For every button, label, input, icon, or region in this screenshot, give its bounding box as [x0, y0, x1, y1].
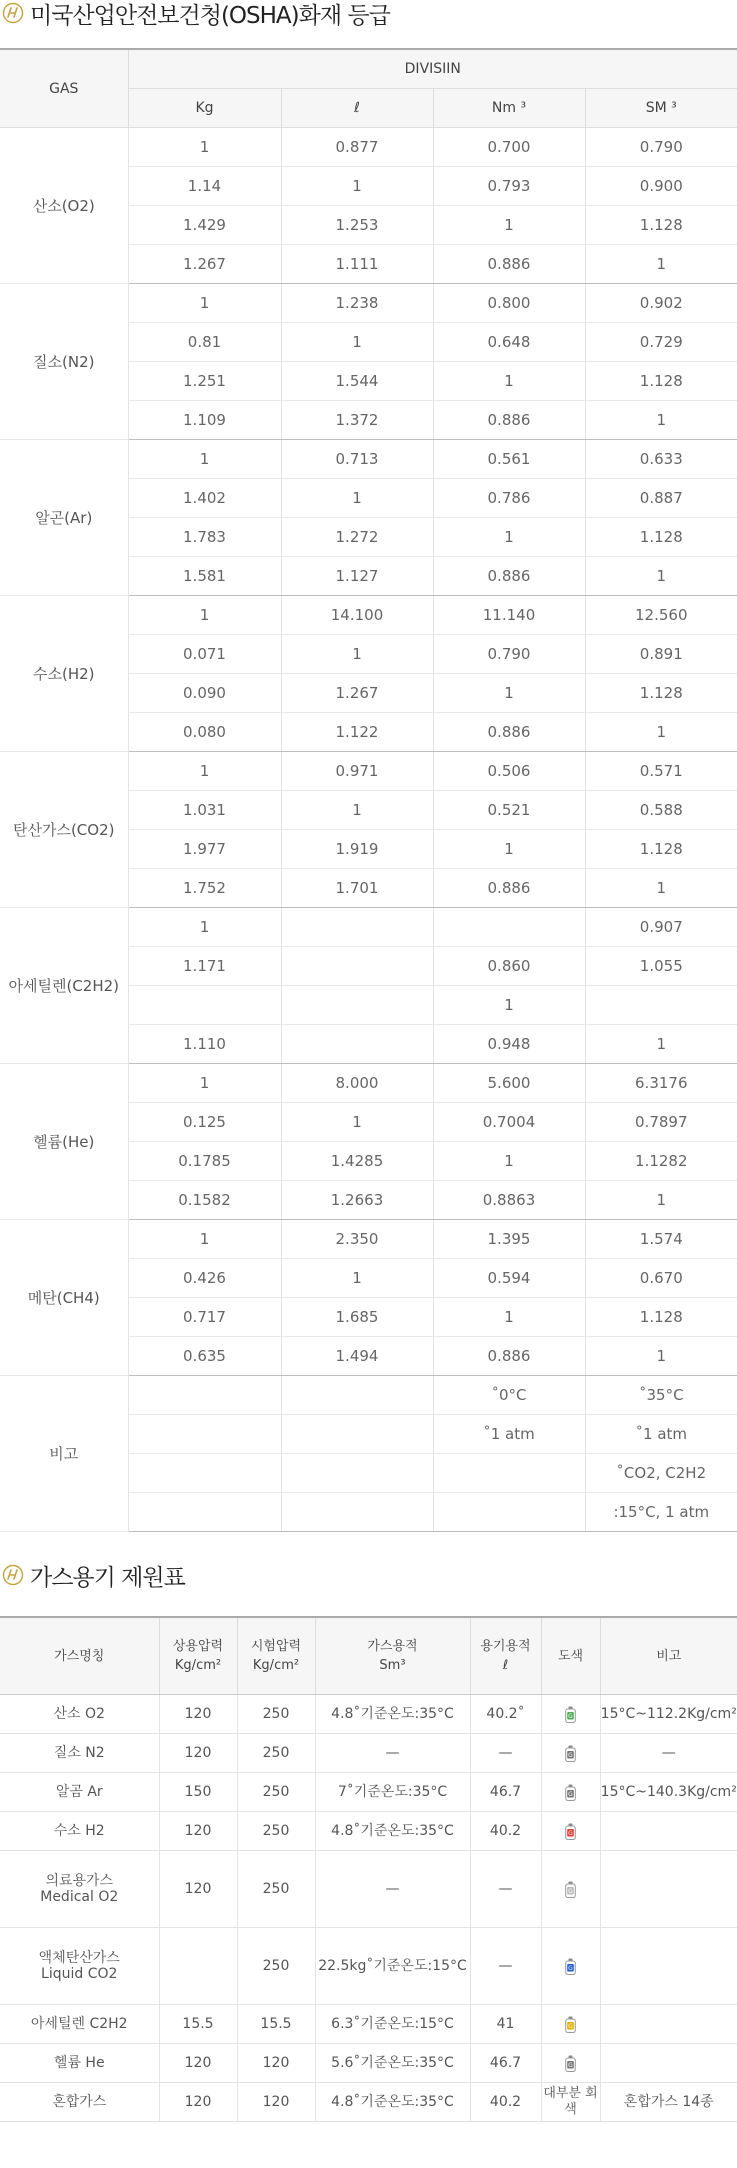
value-cell: 0.648: [433, 323, 585, 362]
cylinder-spec-table: [0, 1616, 737, 2122]
spec-header-line: 비고: [656, 1648, 682, 1664]
cylinder-capacity-cell: 40.2: [470, 2083, 541, 2122]
yellow-cylinder-icon: [565, 2016, 576, 2033]
value-cell: 1: [433, 674, 585, 713]
blue-cylinder-icon: [565, 1958, 576, 1975]
table-row: [0, 1734, 737, 1773]
spec-header-line: 가스명칭: [54, 1648, 105, 1664]
value-cell: 0.860: [433, 947, 585, 986]
gas-name: 수소 H2: [53, 1823, 105, 1839]
gas-name-cell: [0, 1773, 159, 1812]
value-cell: 0.700: [433, 128, 585, 167]
value-cell: 0.125: [128, 1103, 281, 1142]
value-cell: 5.600: [433, 1064, 585, 1103]
gas-name-cell: 탄산가스(CO2): [0, 752, 128, 908]
value-cell: 0.8863: [433, 1181, 585, 1220]
value-cell: [281, 1415, 433, 1454]
note-cell: 혼합가스 14종: [600, 2083, 737, 2122]
value-cell: 0.886: [433, 1337, 585, 1376]
value-cell: 1.128: [585, 362, 737, 401]
gas-name-en: Medical O2: [40, 1889, 119, 1905]
spec-header-unit: Kg/cm²: [252, 1658, 300, 1673]
note-cell: [600, 1928, 737, 2005]
brand-logo-icon: [2, 1564, 24, 1586]
value-cell: 1.031: [128, 791, 281, 830]
page-title: 미국산업안전보건청(OSHA)화재 등급: [30, 2, 390, 29]
value-cell: 0.786: [433, 479, 585, 518]
green-cylinder-icon: [565, 1706, 576, 1723]
gas-volume-cell: 6.3˚기준온도:15°C: [315, 2005, 470, 2044]
table-row: [0, 284, 737, 323]
gas-name-cell: [0, 2005, 159, 2044]
paint-color-cell: [541, 1812, 600, 1851]
gas-conversion-table: [0, 48, 737, 1532]
table-row: [0, 1220, 737, 1259]
table-row: [0, 440, 737, 479]
table-row: [0, 128, 737, 167]
gas-name-cell: 헬륨(He): [0, 1064, 128, 1220]
value-cell: 11.140: [433, 596, 585, 635]
gas-name-cell: 질소(N2): [0, 284, 128, 440]
value-cell: [433, 1454, 585, 1493]
gas-volume-cell: 7˚기준온도:35°C: [315, 1773, 470, 1812]
paint-color-text: 대부분 회색: [543, 2086, 598, 2117]
table-row: [0, 1376, 737, 1415]
value-cell: 0.900: [585, 167, 737, 206]
operating-pressure-cell: 120: [159, 1851, 237, 1928]
table-row: [0, 1695, 737, 1734]
value-cell: 1: [281, 167, 433, 206]
value-cell: 1: [585, 869, 737, 908]
value-cell: 1: [128, 1064, 281, 1103]
gray-cylinder-icon: [565, 2055, 576, 2072]
value-cell: 1.171: [128, 947, 281, 986]
gas-name-cell: [0, 2083, 159, 2122]
spec-header: [159, 1617, 237, 1695]
value-cell: 2.350: [281, 1220, 433, 1259]
gas-volume-cell: 4.8˚기준온도:35°C: [315, 1695, 470, 1734]
paint-color-cell: [541, 2005, 600, 2044]
spec-header: [600, 1617, 737, 1695]
section-title-cylinder-specs: [0, 1560, 737, 1590]
value-cell: 1: [585, 713, 737, 752]
gas-volume-cell: —: [315, 1734, 470, 1773]
operating-pressure-cell: 120: [159, 2083, 237, 2122]
gas-name-cell: [0, 1695, 159, 1734]
value-cell: 0.886: [433, 557, 585, 596]
value-cell: 1.110: [128, 1025, 281, 1064]
value-cell: 1: [585, 401, 737, 440]
value-cell: 1: [128, 1220, 281, 1259]
value-cell: 1.253: [281, 206, 433, 245]
note-cell: [600, 1851, 737, 1928]
value-cell: 0.588: [585, 791, 737, 830]
note-cell: [600, 2044, 737, 2083]
value-cell: [433, 1493, 585, 1532]
value-cell: 0.793: [433, 167, 585, 206]
gas-column-header: GAS: [0, 49, 128, 128]
value-cell: 0.670: [585, 1259, 737, 1298]
value-cell: 1: [585, 557, 737, 596]
gas-name-cell: [0, 2044, 159, 2083]
table-row: [0, 2005, 737, 2044]
value-cell: 1.238: [281, 284, 433, 323]
value-cell: :15°C, 1 atm: [585, 1493, 737, 1532]
unit-header: Nm ³: [433, 89, 585, 128]
value-cell: [128, 1493, 281, 1532]
value-cell: 1.128: [585, 674, 737, 713]
value-cell: 0.886: [433, 869, 585, 908]
gas-name: 질소 N2: [53, 1745, 105, 1761]
gas-name: 아세틸렌 C2H2: [30, 2016, 128, 2032]
value-cell: 1.977: [128, 830, 281, 869]
value-cell: 1.685: [281, 1298, 433, 1337]
spec-header: [0, 1617, 159, 1695]
operating-pressure-cell: 150: [159, 1773, 237, 1812]
value-cell: 0.633: [585, 440, 737, 479]
section-heading: 가스용기 제원표: [30, 1564, 185, 1591]
value-cell: 1.267: [128, 245, 281, 284]
value-cell: [281, 1493, 433, 1532]
value-cell: [281, 1025, 433, 1064]
value-cell: 1.267: [281, 674, 433, 713]
svg-text:G: G: [568, 1829, 573, 1837]
spec-header-unit: Sm³: [379, 1658, 406, 1673]
value-cell: 1.494: [281, 1337, 433, 1376]
value-cell: ˚35°C: [585, 1376, 737, 1415]
value-cell: 1: [281, 323, 433, 362]
value-cell: 1.111: [281, 245, 433, 284]
gas-name-cell: 아세틸렌(C2H2): [0, 908, 128, 1064]
value-cell: 1.701: [281, 869, 433, 908]
value-cell: 1: [128, 128, 281, 167]
value-cell: 1: [281, 1103, 433, 1142]
cylinder-capacity-cell: 46.7: [470, 2044, 541, 2083]
gas-name-cell: 알곤(Ar): [0, 440, 128, 596]
value-cell: 0.948: [433, 1025, 585, 1064]
value-cell: 12.560: [585, 596, 737, 635]
value-cell: 1: [281, 791, 433, 830]
value-cell: 1: [281, 1259, 433, 1298]
value-cell: 1.4285: [281, 1142, 433, 1181]
value-cell: 1.1282: [585, 1142, 737, 1181]
value-cell: 1.2663: [281, 1181, 433, 1220]
value-cell: 1: [128, 440, 281, 479]
unit-header: ℓ: [281, 89, 433, 128]
value-cell: 0.7897: [585, 1103, 737, 1142]
value-cell: [585, 986, 737, 1025]
section-title-osha: [0, 0, 737, 28]
value-cell: 1.251: [128, 362, 281, 401]
spec-header-unit: Kg/cm²: [174, 1658, 222, 1673]
red-cylinder-icon: [565, 1823, 576, 1840]
test-pressure-cell: 120: [237, 2083, 315, 2122]
gas-name-cell: [0, 1851, 159, 1928]
value-cell: ˚0°C: [433, 1376, 585, 1415]
table-row: [0, 908, 737, 947]
white-cylinder-icon: [565, 1881, 576, 1898]
division-header: DIVISIIN: [128, 49, 737, 89]
cylinder-capacity-cell: 46.7: [470, 1773, 541, 1812]
paint-color-cell: [541, 1851, 600, 1928]
value-cell: 0.886: [433, 401, 585, 440]
value-cell: 1: [281, 635, 433, 674]
value-cell: 1.122: [281, 713, 433, 752]
value-cell: 1.402: [128, 479, 281, 518]
table-row: [0, 1851, 737, 1928]
cylinder-capacity-cell: —: [470, 1734, 541, 1773]
value-cell: 1: [433, 206, 585, 245]
note-cell: 15°C~140.3Kg/cm²: [600, 1773, 737, 1812]
value-cell: 0.571: [585, 752, 737, 791]
value-cell: 1: [585, 1181, 737, 1220]
gas-name: 알곰 Ar: [55, 1784, 103, 1800]
gray-cylinder-icon: [565, 1745, 576, 1762]
table-row: [0, 2044, 737, 2083]
value-cell: 0.426: [128, 1259, 281, 1298]
gas-name: 혼합가스: [52, 2094, 107, 2110]
table-row: [0, 752, 737, 791]
value-cell: 0.521: [433, 791, 585, 830]
value-cell: 1.128: [585, 1298, 737, 1337]
value-cell: 1.128: [585, 206, 737, 245]
table-row: [0, 596, 737, 635]
value-cell: 1.127: [281, 557, 433, 596]
value-cell: 8.000: [281, 1064, 433, 1103]
value-cell: 1.574: [585, 1220, 737, 1259]
value-cell: 0.790: [433, 635, 585, 674]
value-cell: 1.752: [128, 869, 281, 908]
value-cell: 0.891: [585, 635, 737, 674]
spec-header: [541, 1617, 600, 1695]
value-cell: 6.3176: [585, 1064, 737, 1103]
cylinder-capacity-cell: 41: [470, 2005, 541, 2044]
value-cell: 1: [128, 596, 281, 635]
value-cell: 1.055: [585, 947, 737, 986]
cylinder-capacity-cell: 40.2: [470, 1812, 541, 1851]
value-cell: 1: [433, 1298, 585, 1337]
spec-header-line: 용기용적: [480, 1639, 531, 1654]
value-cell: 0.713: [281, 440, 433, 479]
value-cell: 1.372: [281, 401, 433, 440]
value-cell: 0.1785: [128, 1142, 281, 1181]
paint-color-cell: [541, 1734, 600, 1773]
value-cell: 1.783: [128, 518, 281, 557]
value-cell: ˚1 atm: [585, 1415, 737, 1454]
svg-text:G: G: [568, 1751, 573, 1759]
value-cell: 1.544: [281, 362, 433, 401]
spec-header-line: 도색: [557, 1648, 584, 1664]
gas-name: 산소 O2: [53, 1706, 105, 1722]
value-cell: 1.581: [128, 557, 281, 596]
value-cell: 1.919: [281, 830, 433, 869]
paint-color-cell: [541, 1773, 600, 1812]
gas-name: 의료용가스: [45, 1873, 114, 1889]
gas-name-cell: 비고: [0, 1376, 128, 1532]
gas-name-cell: [0, 1928, 159, 2005]
value-cell: [281, 947, 433, 986]
value-cell: 0.594: [433, 1259, 585, 1298]
value-cell: [281, 986, 433, 1025]
value-cell: 1.429: [128, 206, 281, 245]
svg-text:G: G: [568, 2022, 573, 2030]
value-cell: 1: [585, 1337, 737, 1376]
operating-pressure-cell: 15.5: [159, 2005, 237, 2044]
operating-pressure-cell: 120: [159, 2044, 237, 2083]
gas-name-cell: 메탄(CH4): [0, 1220, 128, 1376]
value-cell: 0.790: [585, 128, 737, 167]
table-row: [0, 2083, 737, 2122]
gas-name: 액체탄산가스: [38, 1950, 120, 1966]
value-cell: 0.971: [281, 752, 433, 791]
paint-color-cell: [541, 2083, 600, 2122]
value-cell: 0.071: [128, 635, 281, 674]
cylinder-capacity-cell: —: [470, 1851, 541, 1928]
spec-header-unit: ℓ: [502, 1658, 509, 1673]
note-cell: —: [600, 1734, 737, 1773]
cylinder-capacity-cell: 40.2˚: [470, 1695, 541, 1734]
spec-header-line: 상용압력: [172, 1639, 224, 1654]
value-cell: 0.1582: [128, 1181, 281, 1220]
spec-header-line: 시험압력: [250, 1639, 302, 1654]
value-cell: [433, 908, 585, 947]
gray-cylinder-icon: [565, 1784, 576, 1801]
gas-volume-cell: —: [315, 1851, 470, 1928]
gas-volume-cell: 4.8˚기준온도:35°C: [315, 1812, 470, 1851]
value-cell: 1: [128, 752, 281, 791]
test-pressure-cell: 250: [237, 1695, 315, 1734]
value-cell: [281, 1376, 433, 1415]
value-cell: [128, 986, 281, 1025]
test-pressure-cell: 120: [237, 2044, 315, 2083]
value-cell: 1.109: [128, 401, 281, 440]
value-cell: 0.81: [128, 323, 281, 362]
value-cell: 0.907: [585, 908, 737, 947]
value-cell: 1: [281, 479, 433, 518]
gas-name-cell: [0, 1734, 159, 1773]
value-cell: 0.635: [128, 1337, 281, 1376]
value-cell: 0.886: [433, 713, 585, 752]
operating-pressure-cell: 120: [159, 1734, 237, 1773]
test-pressure-cell: 250: [237, 1812, 315, 1851]
operating-pressure-cell: 120: [159, 1695, 237, 1734]
value-cell: 0.561: [433, 440, 585, 479]
svg-text:G: G: [568, 1964, 573, 1972]
unit-header: Kg: [128, 89, 281, 128]
gas-volume-cell: 4.8˚기준온도:35°C: [315, 2083, 470, 2122]
value-cell: [281, 1454, 433, 1493]
paint-color-cell: [541, 2044, 600, 2083]
value-cell: [128, 1415, 281, 1454]
value-cell: 0.800: [433, 284, 585, 323]
test-pressure-cell: 15.5: [237, 2005, 315, 2044]
value-cell: 14.100: [281, 596, 433, 635]
value-cell: 0.729: [585, 323, 737, 362]
value-cell: 1: [128, 284, 281, 323]
value-cell: 1.128: [585, 830, 737, 869]
svg-text:G: G: [568, 2061, 573, 2069]
gas-volume-cell: 5.6˚기준온도:35°C: [315, 2044, 470, 2083]
value-cell: 1: [128, 908, 281, 947]
gas-name-en: Liquid CO2: [41, 1966, 118, 1982]
spec-header-line: 가스용적: [367, 1639, 418, 1654]
value-cell: 0.717: [128, 1298, 281, 1337]
value-cell: 1: [585, 245, 737, 284]
spec-header: [315, 1617, 470, 1695]
gas-name-cell: 산소(O2): [0, 128, 128, 284]
test-pressure-cell: 250: [237, 1851, 315, 1928]
value-cell: [128, 1376, 281, 1415]
value-cell: 1.272: [281, 518, 433, 557]
paint-color-cell: [541, 1695, 600, 1734]
value-cell: 1.14: [128, 167, 281, 206]
value-cell: 0.080: [128, 713, 281, 752]
operating-pressure-cell: 120: [159, 1812, 237, 1851]
gas-name-cell: [0, 1812, 159, 1851]
value-cell: 1: [433, 830, 585, 869]
table-row: [0, 1812, 737, 1851]
value-cell: 1: [585, 1025, 737, 1064]
value-cell: 1.395: [433, 1220, 585, 1259]
value-cell: 0.7004: [433, 1103, 585, 1142]
cylinder-capacity-cell: —: [470, 1928, 541, 2005]
value-cell: [128, 1454, 281, 1493]
svg-text:G: G: [568, 1790, 573, 1798]
table-row: [0, 1928, 737, 2005]
spec-header: [237, 1617, 315, 1695]
value-cell: 0.887: [585, 479, 737, 518]
note-cell: [600, 1812, 737, 1851]
test-pressure-cell: 250: [237, 1734, 315, 1773]
table-row: [0, 1773, 737, 1812]
test-pressure-cell: 250: [237, 1773, 315, 1812]
value-cell: 1: [433, 518, 585, 557]
value-cell: 1: [433, 1142, 585, 1181]
svg-text:G: G: [568, 1712, 573, 1720]
value-cell: 1: [433, 362, 585, 401]
note-cell: [600, 2005, 737, 2044]
value-cell: 0.886: [433, 245, 585, 284]
svg-text:G: G: [568, 1887, 573, 1895]
value-cell: 1: [433, 986, 585, 1025]
unit-header: SM ³: [585, 89, 737, 128]
brand-logo-icon: [2, 2, 24, 24]
gas-volume-cell: 22.5kg˚기준온도:15°C: [315, 1928, 470, 2005]
value-cell: 0.090: [128, 674, 281, 713]
operating-pressure-cell: [159, 1928, 237, 2005]
value-cell: ˚CO2, C2H2: [585, 1454, 737, 1493]
table-row: [0, 1064, 737, 1103]
value-cell: 0.506: [433, 752, 585, 791]
paint-color-cell: [541, 1928, 600, 2005]
gas-name: 헬륨 He: [53, 2055, 105, 2071]
value-cell: 1.128: [585, 518, 737, 557]
value-cell: 0.877: [281, 128, 433, 167]
gas-name-cell: 수소(H2): [0, 596, 128, 752]
value-cell: [281, 908, 433, 947]
spec-header: [470, 1617, 541, 1695]
value-cell: ˚1 atm: [433, 1415, 585, 1454]
value-cell: 0.902: [585, 284, 737, 323]
note-cell: 15°C~112.2Kg/cm²: [600, 1695, 737, 1734]
test-pressure-cell: 250: [237, 1928, 315, 2005]
